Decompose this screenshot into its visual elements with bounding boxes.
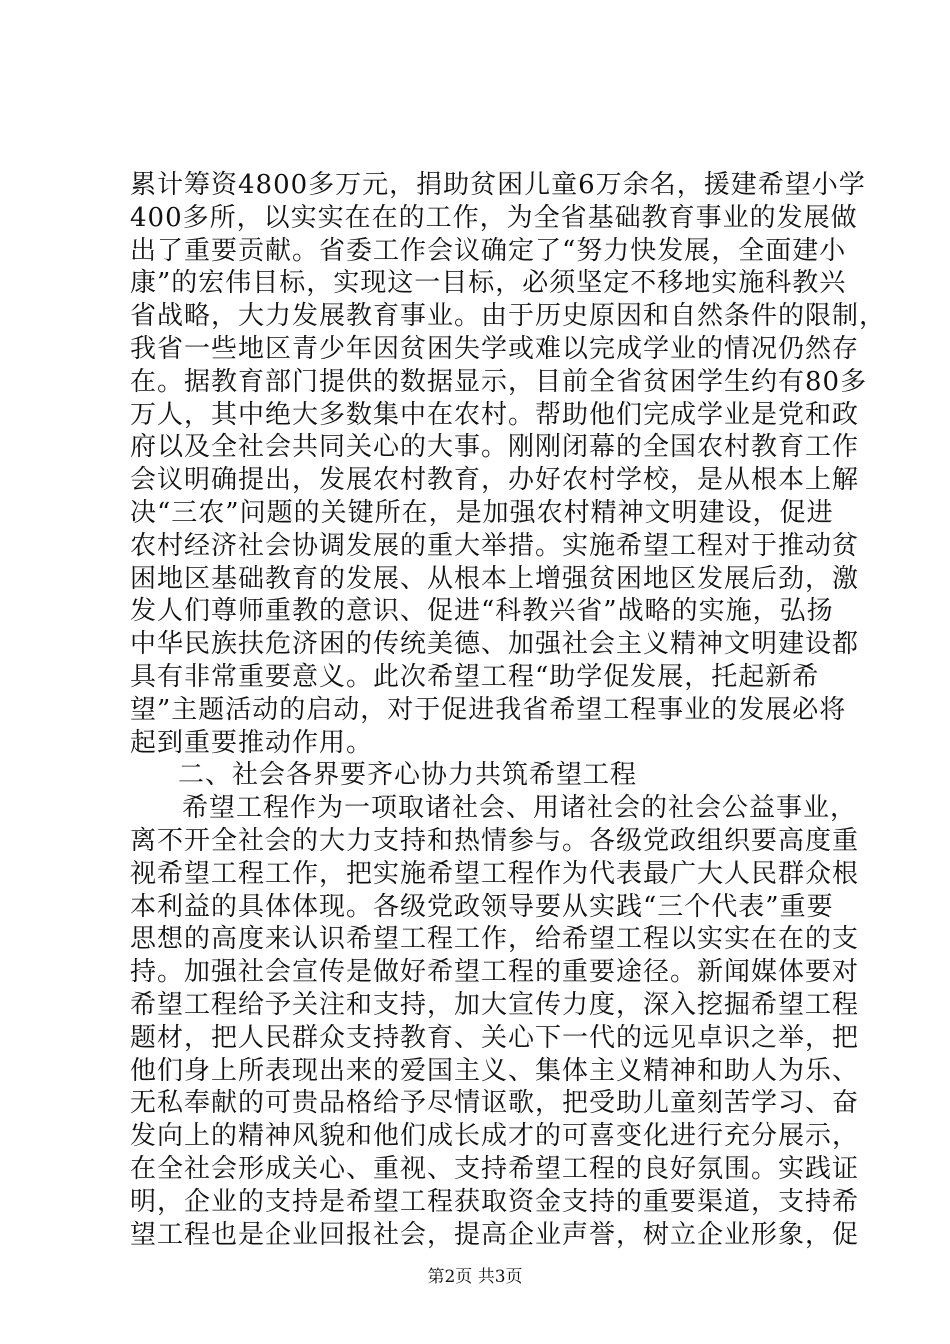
page-number-footer: 第2页 共3页: [427, 1267, 523, 1287]
text-line-2: 400多所，以实实在在的工作，为全省基础教育事业的发展做: [130, 202, 858, 233]
text-line-11: 决“三农”问题的关键所在，是加强农村精神文明建设，促进: [130, 497, 834, 528]
text-line-5: 省战略，大力发展教育事业。由于历史原因和自然条件的限制，: [130, 301, 887, 332]
text-line-p2-2: 视希望工程工作，把实施希望工程作为代表最广大人民群众根: [130, 858, 860, 889]
text-line-18: 起到重要推动作用。: [130, 727, 374, 758]
text-line-p2-4: 思想的高度来认识希望工程工作，给希望工程以实实在在的支: [130, 924, 860, 955]
text-line-1: 累计筹资4800多万元，捐助贫困儿童6万余名，援建希望小学: [130, 170, 866, 200]
text-line-p2-6: 希望工程给予关注和支持，加大宣传力度，深入挖掘希望工程: [130, 989, 860, 1020]
text-line-p2-1: 离不开全社会的大力支持和热情参与。各级党政组织要高度重: [130, 825, 860, 856]
text-line-p2-11: 在全社会形成关心、重视、支持希望工程的良好氛围。实践证: [130, 1153, 860, 1184]
text-line-12: 农村经济社会协调发展的重大举措。实施希望工程对于推动贫: [130, 530, 860, 561]
text-line-14: 发人们尊师重教的意识、促进“科教兴省”战略的实施，弘扬: [130, 596, 834, 627]
text-line-7: 在。据教育部门提供的数据显示，目前全省贫困学生约有80多: [130, 366, 868, 397]
text-line-16: 具有非常重要意义。此次希望工程“助学促发展，托起新希: [130, 661, 820, 692]
text-line-8: 万人，其中绝大多数集中在农村。帮助他们完成学业是党和政: [130, 399, 860, 430]
text-line-17: 望”主题活动的启动，对于促进我省希望工程事业的发展必将: [130, 694, 847, 725]
paragraph-first-line: 希望工程作为一项取诸社会、用诸社会的社会公益事业，: [182, 793, 858, 824]
text-line-p2-3: 本利益的具体体现。各级党政领导要从实践“三个代表”重要: [130, 891, 834, 922]
text-line-p2-12: 明，企业的支持是希望工程获取资金支持的重要渠道，支持希: [130, 1186, 860, 1217]
text-line-4: 康”的宏伟目标，实现这一目标，必须坚定不移地实施科教兴: [130, 268, 847, 299]
document-body: [130, 169, 887, 1251]
section-heading: 二、社会各界要齐心协力共筑希望工程: [178, 760, 638, 791]
text-line-p2-7: 题材，把人民群众支持教育、关心下一代的远见卓识之举，把: [130, 1022, 860, 1053]
text-line-15: 中华民族扶危济困的传统美德、加强社会主义精神文明建设都: [130, 629, 860, 660]
text-line-p2-10: 发向上的精神风貌和他们成长成才的可喜变化进行充分展示，: [130, 1121, 860, 1152]
text-line-p2-8: 他们身上所表现出来的爱国主义、集体主义精神和助人为乐、: [130, 1055, 860, 1086]
text-line-9: 府以及全社会共同关心的大事。刚刚闭幕的全国农村教育工作: [130, 432, 860, 463]
text-line-p2-9: 无私奉献的可贵品格给予尽情讴歌，把受助儿童刻苦学习、奋: [130, 1088, 860, 1119]
text-line-p2-5: 持。加强社会宣传是做好希望工程的重要途径。新闻媒体要对: [130, 957, 860, 988]
text-line-6: 我省一些地区青少年因贫困失学或难以完成学业的情况仍然存: [130, 333, 860, 364]
text-line-13: 困地区基础教育的发展、从根本上增强贫困地区发展后劲，激: [130, 563, 860, 594]
text-line-3: 出了重要贡献。省委工作会议确定了“努力快发展，全面建小: [130, 235, 847, 266]
text-line-10: 会议明确提出，发展农村教育，办好农村学校，是从根本上解: [130, 465, 860, 496]
text-line-p2-13: 望工程也是企业回报社会，提高企业声誉，树立企业形象，促: [130, 1219, 860, 1250]
